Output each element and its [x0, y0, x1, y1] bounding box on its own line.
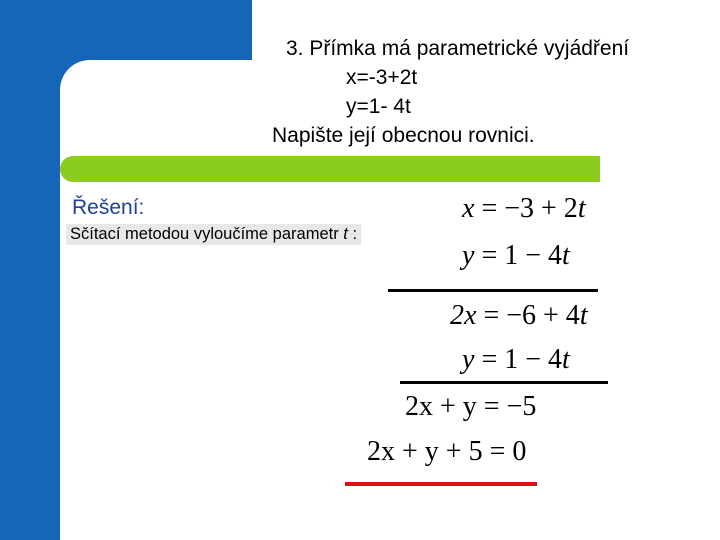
eq3-right: = −6 + 4	[476, 300, 580, 331]
eq4-var: t	[562, 344, 570, 375]
instruction-variable: t	[343, 225, 348, 243]
equation-1	[462, 193, 586, 225]
divider-line-2	[400, 381, 608, 384]
divider-line-1	[388, 289, 598, 292]
instruction-suffix: :	[347, 225, 358, 243]
equation-4	[462, 344, 570, 376]
problem-statement	[272, 34, 629, 150]
eq2-left: y	[462, 240, 475, 271]
task-line: Napište její obecnou rovnici.	[272, 124, 535, 147]
instruction-text: Sčítací metodou vyloučíme parametr	[70, 225, 344, 243]
green-divider-bar	[60, 156, 600, 182]
eq3-var: t	[579, 300, 588, 331]
eq3-left: 2x	[450, 300, 477, 331]
eq1-left: x	[462, 193, 475, 224]
equation-result: 2x + y + 5 = 0	[367, 436, 527, 467]
result-underline	[345, 482, 537, 486]
parametric-y: y=1- 4t	[346, 95, 411, 118]
parametric-x: x=-3+2t	[346, 66, 418, 89]
solution-instruction	[66, 224, 361, 245]
eq1-right: = −3 + 2	[474, 193, 578, 224]
equation-5: 2x + y = −5	[405, 391, 537, 422]
eq2-var: t	[562, 240, 570, 271]
eq1-var: t	[577, 193, 586, 224]
problem-title-line: 3. Přímka má parametrické vyjádření	[286, 37, 630, 60]
eq4-right: = 1 − 4	[474, 344, 563, 375]
eq4-left: y	[462, 344, 475, 375]
eq2-right: = 1 − 4	[474, 240, 563, 271]
solution-heading: Řešení:	[72, 196, 145, 219]
equation-3	[450, 300, 588, 332]
equation-2	[462, 240, 570, 272]
